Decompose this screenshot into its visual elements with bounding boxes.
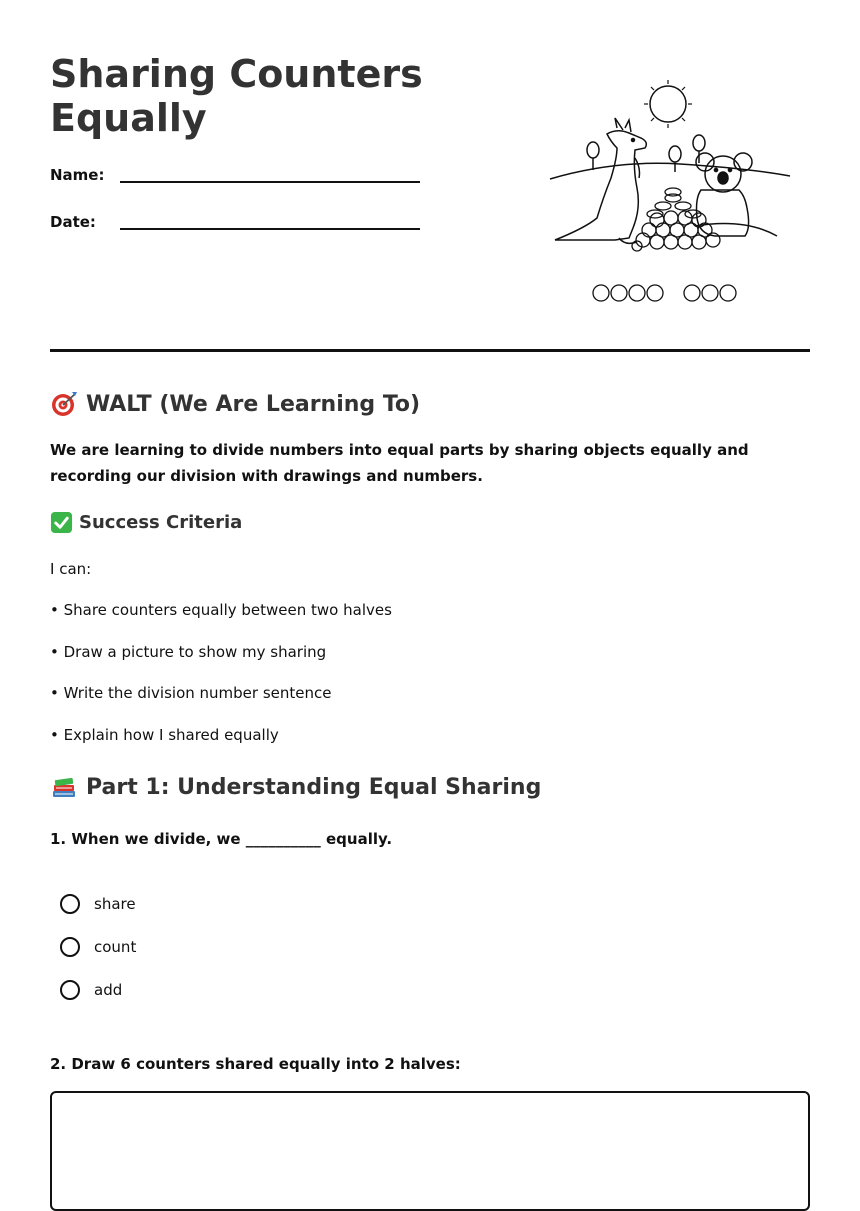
success-heading	[50, 511, 242, 534]
target-icon	[50, 390, 78, 418]
part1-heading	[50, 773, 541, 801]
koala-icon	[697, 190, 749, 236]
kangaroo-koala-illustration	[545, 78, 795, 308]
radio-button[interactable]	[60, 937, 80, 957]
date-field[interactable]	[50, 213, 120, 231]
walt-text: We are learning to divide numbers into equal parts by sharing objects equally and recording our division with drawings and numbers.	[50, 441, 749, 485]
date-label: Date:	[50, 213, 96, 231]
walt-heading-text: WALT (We Are Learning To)	[86, 391, 421, 417]
success-heading-text: Success Criteria	[79, 512, 243, 533]
option-add[interactable]	[60, 980, 122, 1000]
option-label: add	[94, 981, 123, 999]
drawing-answer-box[interactable]	[50, 1091, 810, 1211]
success-intro: I can:	[50, 560, 92, 578]
kangaroo-icon	[555, 131, 646, 240]
option-share[interactable]	[60, 894, 136, 914]
option-label: share	[94, 895, 136, 913]
question-2: 2. Draw 6 counters shared equally into 2 halves:	[50, 1055, 461, 1073]
walt-heading	[50, 390, 420, 418]
criteria-item: • Draw a picture to show my sharing	[50, 643, 327, 661]
name-field[interactable]	[50, 166, 120, 184]
page-title: Sharing Counters Equally	[50, 52, 423, 140]
criteria-item: • Share counters equally between two halves	[50, 601, 392, 619]
counter-row	[593, 285, 736, 301]
part1-heading-text: Part 1: Understanding Equal Sharing	[86, 774, 542, 800]
counter-pile	[632, 188, 720, 251]
question-1: 1. When we divide, we __________ equally.	[50, 830, 393, 848]
name-label: Name:	[50, 166, 105, 184]
criteria-item: • Explain how I shared equally	[50, 726, 279, 744]
check-box-icon	[50, 511, 73, 534]
radio-button[interactable]	[60, 894, 80, 914]
sun-icon	[650, 86, 686, 122]
radio-button[interactable]	[60, 980, 80, 1000]
option-count[interactable]	[60, 937, 136, 957]
date-line[interactable]	[120, 228, 420, 230]
books-icon	[50, 773, 78, 801]
name-line[interactable]	[120, 181, 420, 183]
header-divider	[50, 349, 810, 352]
option-label: count	[94, 938, 137, 956]
criteria-item: • Write the division number sentence	[50, 684, 332, 702]
